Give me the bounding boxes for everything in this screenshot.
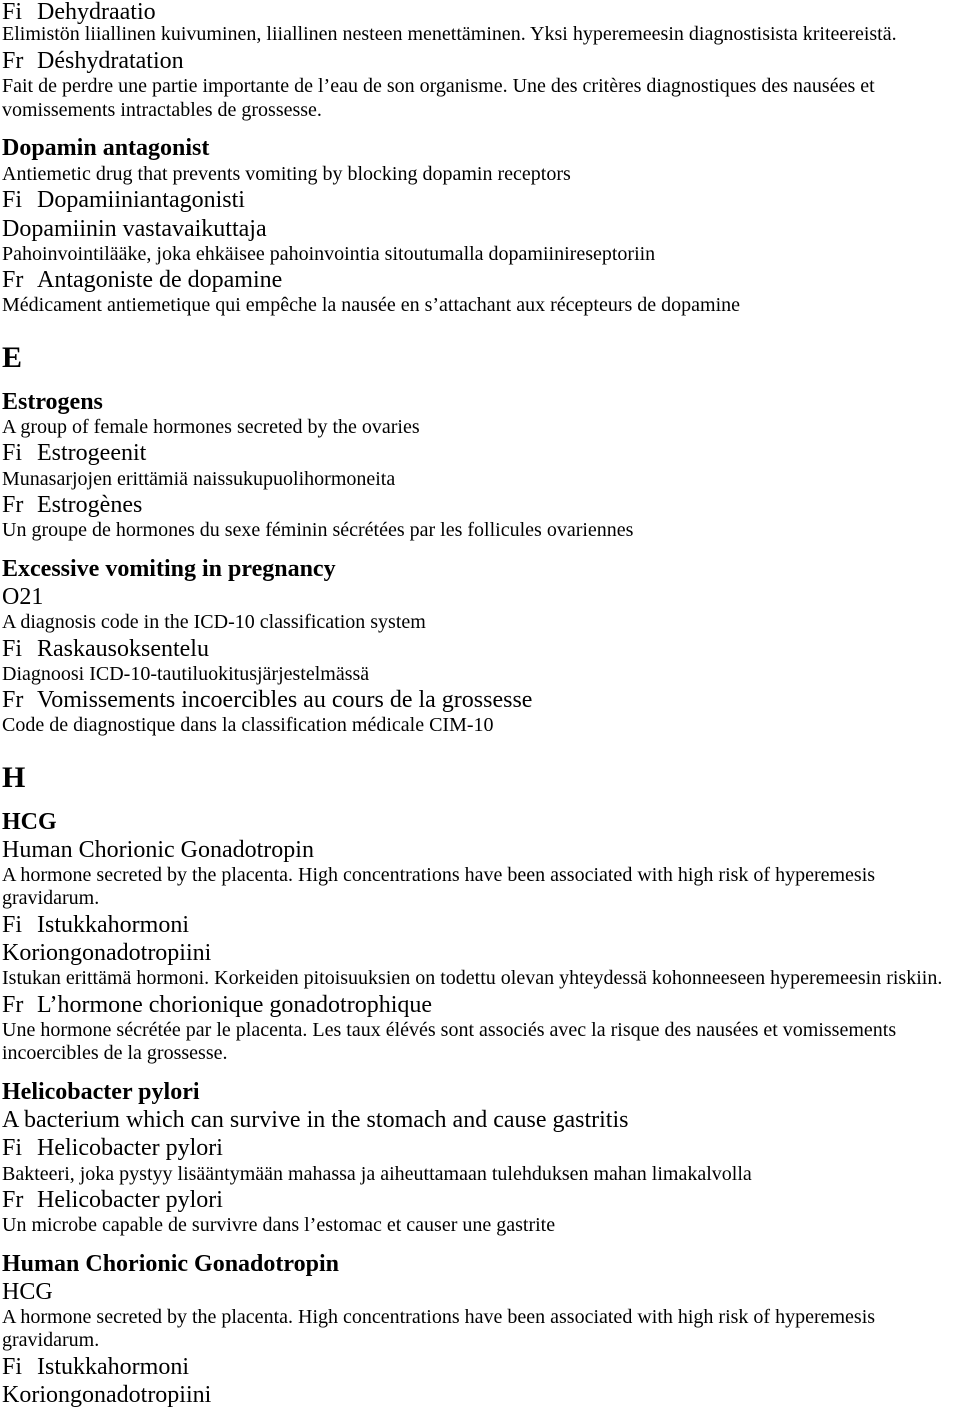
language-label-fr: Fr (2, 267, 24, 293)
entry-term: Excessive vomiting in pregnancy (2, 556, 336, 582)
language-label-fi: Fi (2, 912, 23, 938)
fi-term-row (2, 635, 209, 663)
fi-term: Estrogeenit (37, 440, 147, 466)
fr-term: Estrogènes (37, 492, 143, 518)
diagnosis-code: O21 (2, 584, 44, 610)
language-label-fr: Fr (2, 492, 24, 518)
entry-term: Dopamin antagonist (2, 135, 210, 161)
fr-definition-line: Fait de perdre une partie importante de l’eau de son organisme. Une des critères diagnostiques des nausées et (2, 75, 875, 97)
entry-definition-line: A bacterium which can survive in the stomach and cause gastritis (2, 1107, 629, 1133)
entry-definition-line: A diagnosis code in the ICD-10 classification system (2, 611, 426, 633)
fr-definition-line: vomissements intractables de grossesse. (2, 99, 322, 121)
fi-term: Helicobacter pylori (37, 1135, 223, 1161)
language-label-fi: Fi (2, 187, 23, 213)
fi-term: Istukkahormoni (37, 912, 189, 938)
entry-term: Estrogens (2, 389, 103, 415)
fr-definition-line: Un microbe capable de survivre dans l’estomac et causer une gastrite (2, 1214, 556, 1236)
fi-definition-line: Diagnoosi ICD-10-tautiluokitusjärjestelmässä (2, 663, 370, 685)
language-label-fi: Fi (2, 0, 23, 25)
fr-term: L’hormone chorionique gonadotrophique (37, 992, 433, 1018)
fi-term-row (2, 439, 146, 467)
fi-definition-line: Istukan erittämä hormoni. Korkeiden pitoisuuksien on todettu olevan yhteydessä kohonneeseen hyperemeesin riskiin. (2, 967, 943, 989)
entry-abbreviation: HCG (2, 1279, 53, 1305)
fi-term-row (2, 911, 189, 939)
fr-term: Vomissements incoercibles au cours de la grossesse (37, 687, 533, 713)
language-label-fr: Fr (2, 48, 24, 74)
fr-definition-line: Une hormone sécrétée par le placenta. Les taux élévés sont associés avec la risque des nausées et vomissements (2, 1019, 897, 1041)
entry-term: Helicobacter pylori (2, 1079, 200, 1105)
language-label-fr: Fr (2, 687, 24, 713)
language-label-fi: Fi (2, 636, 23, 662)
fr-term-row (2, 1186, 223, 1214)
fr-term-row (2, 491, 142, 519)
entry-definition-line: gravidarum. (2, 887, 100, 909)
language-label-fi: Fi (2, 1135, 23, 1161)
fi-definition-line: Munasarjojen erittämiä naissukupuolihormoneita (2, 468, 396, 490)
language-label-fr: Fr (2, 1187, 24, 1213)
section-letter-e: E (2, 341, 23, 374)
fi-term: Dehydraatio (37, 0, 156, 25)
fi-term: Raskausoksentelu (37, 636, 209, 662)
fr-term-row (2, 991, 432, 1019)
entry-full-name: Human Chorionic Gonadotropin (2, 837, 314, 863)
entry-definition-line: Antiemetic drug that prevents vomiting by blocking dopamin receptors (2, 163, 571, 185)
fr-definition-line: incoercibles de la grossesse. (2, 1042, 228, 1064)
section-letter-h: H (2, 761, 26, 794)
fi-term: Istukkahormoni (37, 1354, 189, 1380)
fr-term-row (2, 686, 532, 714)
fr-term: Déshydratation (37, 48, 184, 74)
fi-synonym: Dopamiinin vastavaikuttaja (2, 216, 267, 242)
fi-term: Dopamiiniantagonisti (37, 187, 245, 213)
entry-definition-line: A group of female hormones secreted by the ovaries (2, 416, 420, 438)
fi-term-row (2, 186, 245, 214)
entry-definition-line: A hormone secreted by the placenta. High concentrations have been associated with high risk of hyperemesis (2, 1306, 876, 1328)
fr-definition-line: Un groupe de hormones du sexe féminin sécrétées par les follicules ovariennes (2, 519, 634, 541)
fr-definition-line: Code de diagnostique dans la classification médicale CIM-10 (2, 714, 494, 736)
entry-term: HCG (2, 809, 57, 835)
fr-term: Helicobacter pylori (37, 1187, 223, 1213)
fi-definition-line: Pahoinvointilääke, joka ehkäisee pahoinvointia sitoutumalla dopamiinireseptoriin (2, 243, 656, 265)
fi-synonym: Koriongonadotropiini (2, 940, 212, 966)
language-label-fi: Fi (2, 440, 23, 466)
entry-term: Human Chorionic Gonadotropin (2, 1251, 339, 1277)
language-label-fi: Fi (2, 1354, 23, 1380)
language-label-fr: Fr (2, 992, 24, 1018)
fi-term-row (2, 1353, 189, 1381)
fi-definition-line: Bakteeri, joka pystyy lisääntymään mahassa ja aiheuttamaan tulehduksen mahan limakalvolla (2, 1163, 752, 1185)
fr-term: Antagoniste de dopamine (37, 267, 283, 293)
fi-definition-line: Elimistön liiallinen kuivuminen, liiallinen nesteen menettäminen. Yksi hyperemeesin diagnostisista kriteereistä. (2, 23, 897, 45)
fr-term-row (2, 266, 282, 294)
fr-definition-line: Médicament antiemetique qui empêche la nausée en s’attachant aux récepteurs de dopamine (2, 294, 741, 316)
entry-definition-line: A hormone secreted by the placenta. High concentrations have been associated with high risk of hyperemesis (2, 864, 876, 886)
entry-definition-line: gravidarum. (2, 1329, 100, 1351)
fi-synonym: Koriongonadotropiini (2, 1382, 212, 1408)
fi-term-row (2, 1134, 223, 1162)
fr-term-row (2, 47, 184, 75)
